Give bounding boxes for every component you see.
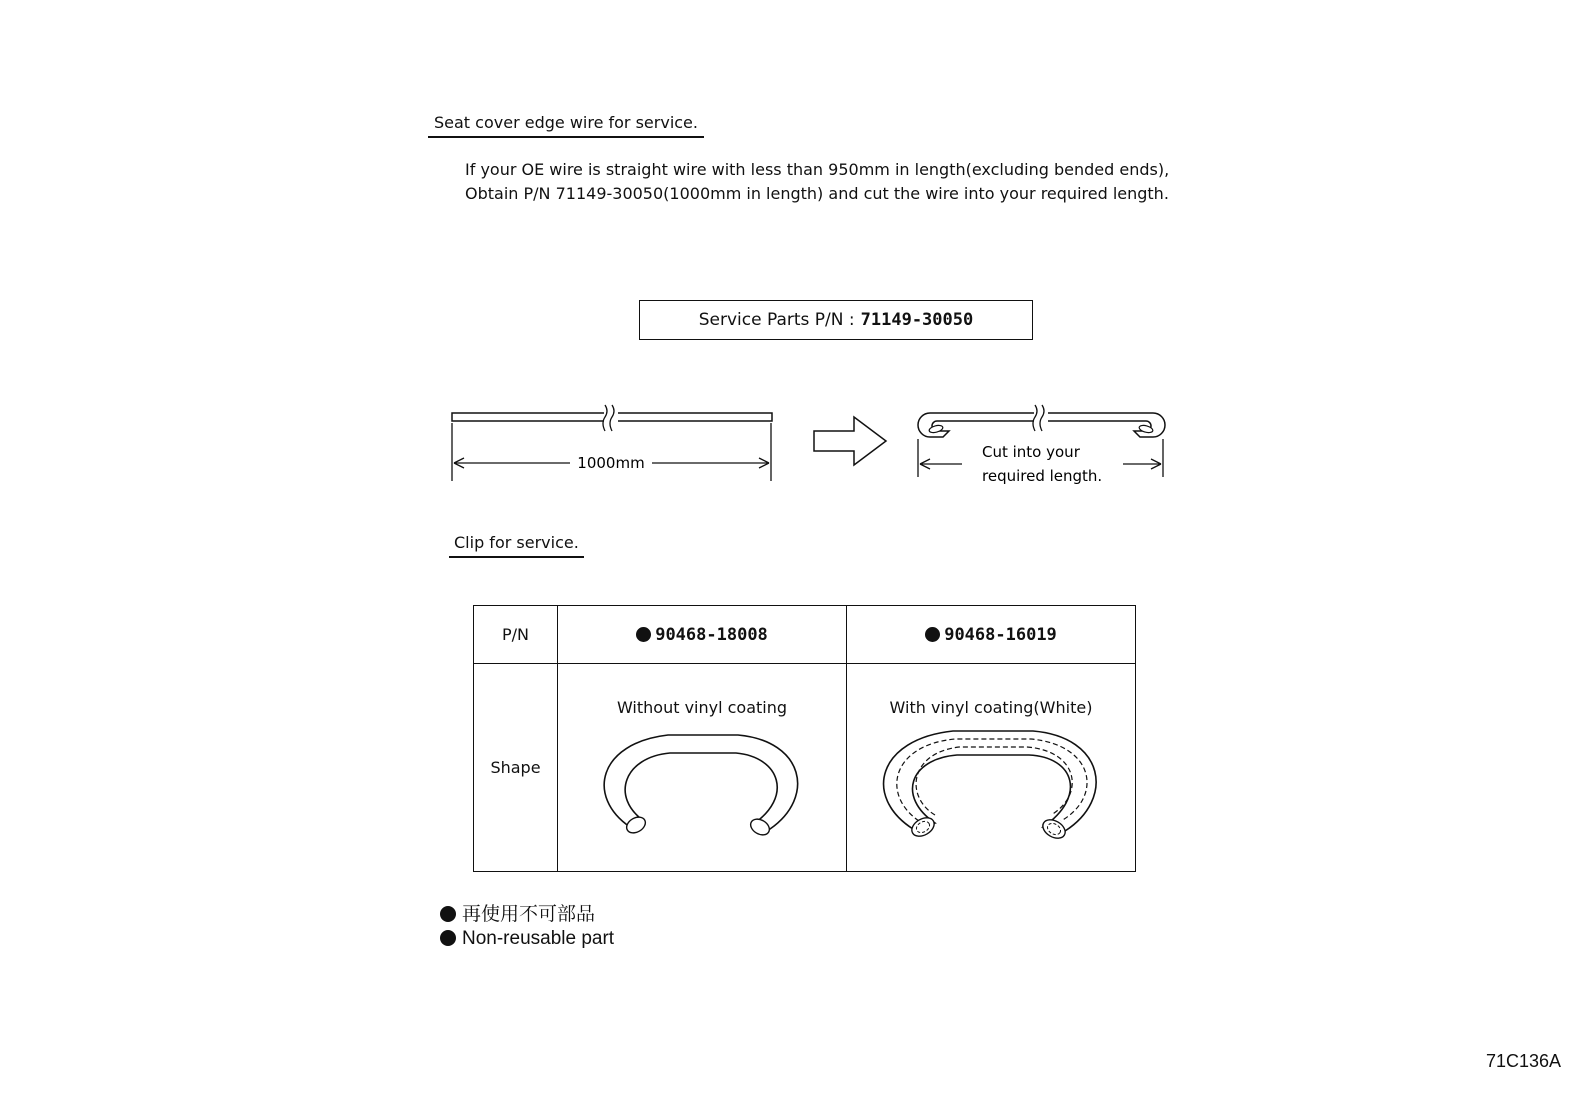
wire-section-title: Seat cover edge wire for service. — [428, 113, 704, 138]
shape-caption-2: With vinyl coating(White) — [889, 698, 1093, 717]
legend-japanese: 再使用不可部品 — [440, 903, 614, 927]
clip-section-title: Clip for service. — [449, 533, 584, 558]
clip-uncoated-illustration — [558, 717, 846, 847]
straight-wire-illustration — [452, 405, 772, 431]
shape-cell-2 — [847, 664, 1136, 872]
clip-table — [473, 605, 1136, 872]
non-reusable-bullet-icon — [925, 627, 940, 642]
cut-label-line-1: Cut into your — [982, 443, 1080, 461]
pn-cell-2 — [847, 606, 1136, 664]
pn-cell-1 — [558, 606, 847, 664]
transform-arrow-icon — [814, 417, 886, 465]
cut-label-line-2: required length. — [982, 467, 1103, 485]
shape-header: Shape — [474, 664, 558, 872]
wire-diagram — [440, 395, 1180, 495]
length-label: 1000mm — [577, 454, 645, 472]
bent-wire-illustration — [918, 405, 1165, 437]
shape-caption-1: Without vinyl coating — [616, 698, 788, 717]
figure-code: 71C136A — [1486, 1051, 1562, 1071]
table-row-pn — [474, 606, 1136, 664]
wire-instruction-line-2: Obtain P/N 71149-30050(1000mm in length) and cut the wire into your required length. — [465, 184, 1169, 203]
part-number-2: 90468-16019 — [944, 624, 1057, 645]
part-number-1: 90468-18008 — [655, 624, 768, 645]
service-parts-label: Service Parts P/N : — [698, 310, 855, 330]
legend-english: Non-reusable part — [440, 927, 614, 951]
non-reusable-bullet-icon — [440, 906, 456, 922]
pn-header: P/N — [474, 606, 558, 664]
legend — [440, 903, 614, 951]
wire-instruction-line-1: If your OE wire is straight wire with less than 950mm in length(excluding bended ends), — [465, 160, 1170, 179]
clip-vinyl-coated-illustration — [847, 717, 1135, 847]
table-row-shape — [474, 664, 1136, 872]
non-reusable-bullet-icon — [636, 627, 651, 642]
shape-cell-1 — [558, 664, 847, 872]
service-parts-box — [639, 300, 1033, 340]
service-parts-number: 71149-30050 — [860, 310, 974, 330]
non-reusable-bullet-icon — [440, 930, 456, 946]
